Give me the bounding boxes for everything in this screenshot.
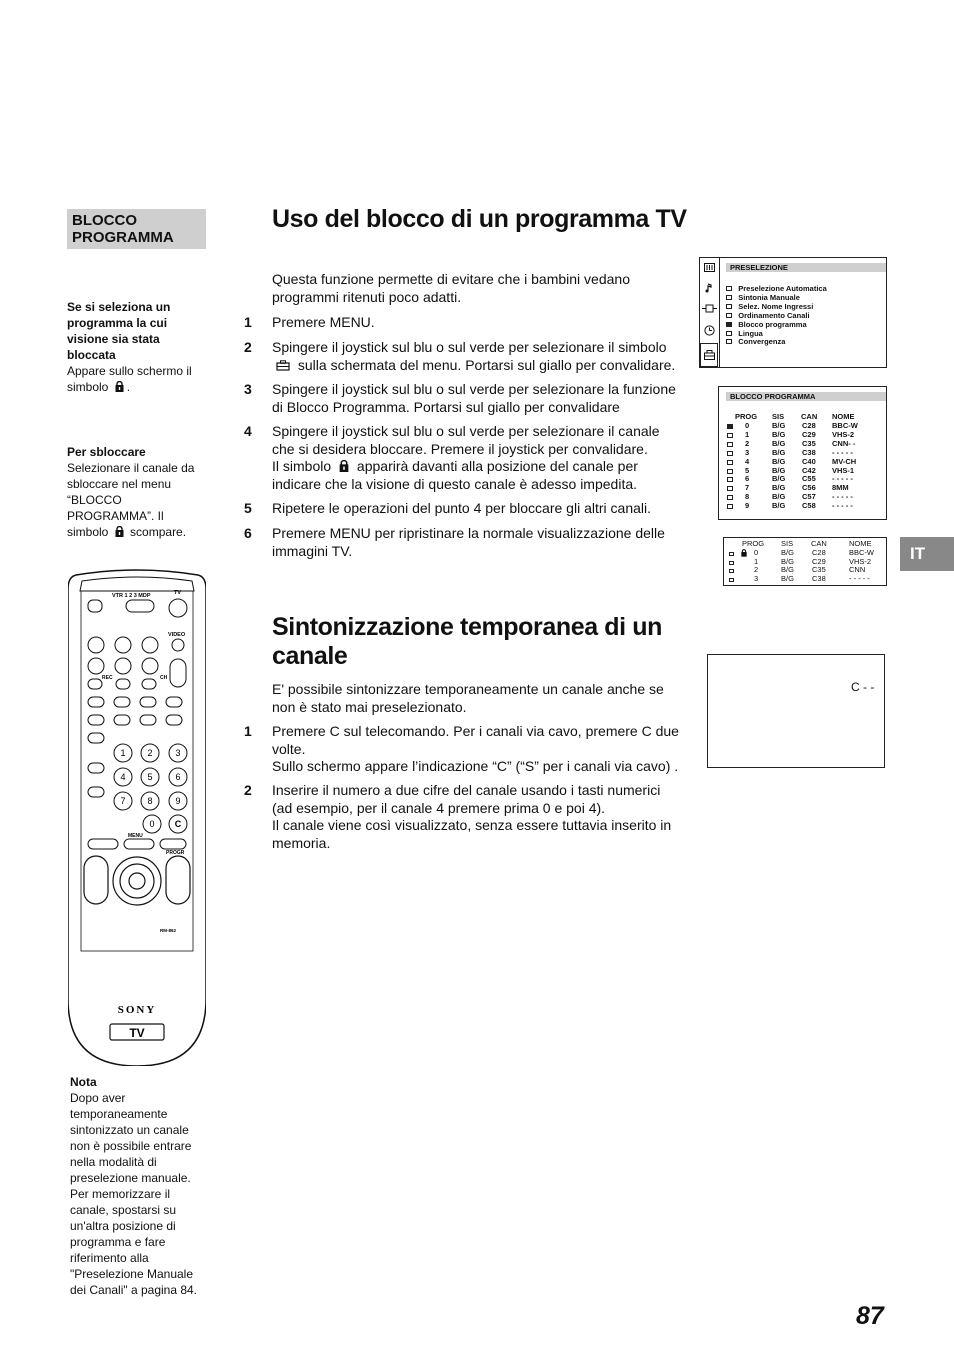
- cell-nome: VHS-2: [849, 556, 872, 566]
- cell-nome: - - - - -: [832, 474, 853, 484]
- locked-note: [67, 299, 207, 395]
- remote-menu-label: MENU: [128, 833, 143, 839]
- cell-nome: BBC-W: [832, 421, 858, 430]
- cell-nome: - - - - -: [849, 573, 870, 583]
- locked-note-end: .: [126, 380, 131, 394]
- cell-nome: CNN: [849, 565, 866, 574]
- row-marker: [727, 424, 733, 429]
- row-marker: [727, 486, 733, 491]
- cell-sis: B/G: [772, 456, 786, 466]
- row-marker: [727, 460, 733, 465]
- menu-item-marker: [726, 313, 732, 318]
- lock-icon: [741, 549, 747, 557]
- cell-prog: 1: [754, 556, 759, 566]
- cell-can: C38: [802, 447, 816, 457]
- input-icon: [702, 304, 717, 313]
- cell-prog: 2: [754, 565, 759, 574]
- col-header-prog: PROG: [742, 539, 765, 548]
- cell-can: C42: [802, 465, 816, 475]
- menu-item-marker: [726, 339, 732, 344]
- remote-key-2: 2: [147, 748, 153, 758]
- col-header-can: CAN: [811, 539, 827, 548]
- cell-nome: - - - - -: [832, 492, 853, 502]
- menu-item-preselezione-automatica[interactable]: Preselezione Automatica: [726, 285, 827, 294]
- cell-sis: B/G: [772, 492, 786, 502]
- screen-locked-list: [723, 537, 887, 586]
- menu-item-blocco-programma[interactable]: Blocco programma: [726, 321, 827, 330]
- cell-can: C40: [802, 456, 816, 466]
- row-marker: [729, 578, 734, 582]
- section-tag: BLOCCO PROGRAMMA: [67, 209, 206, 249]
- menu-item-marker: [726, 304, 732, 309]
- lock-icon: [115, 526, 124, 537]
- cell-prog: 4: [745, 456, 750, 466]
- cell-sis: B/G: [781, 548, 794, 557]
- cell-can: C58: [802, 501, 816, 511]
- remote-key-4: 4: [120, 772, 126, 782]
- cell-can: C55: [802, 474, 816, 484]
- preselezione-menu: [726, 285, 827, 347]
- menu-item-lingua[interactable]: Lingua: [726, 330, 827, 339]
- cell-nome: CNN- -: [832, 438, 856, 448]
- menu-item-sintonia-manuale[interactable]: Sintonia Manuale: [726, 294, 827, 303]
- row-marker: [727, 477, 733, 482]
- lock-icon: [115, 381, 124, 392]
- remote-joystick: [84, 856, 190, 905]
- cell-sis: B/G: [772, 465, 786, 475]
- row-marker: [729, 561, 734, 565]
- row-marker: [727, 451, 733, 456]
- blocco-table: [719, 413, 886, 513]
- row-marker: [729, 552, 734, 556]
- cell-can: C29: [802, 429, 816, 439]
- screen-blocco-title: BLOCCO PROGRAMMA: [726, 392, 886, 401]
- remote-key-5: 5: [147, 772, 153, 782]
- cell-prog: 5: [745, 465, 750, 475]
- remote-key-1: 1: [120, 748, 126, 758]
- cell-can: C35: [802, 438, 816, 448]
- remote-ch-label: CH: [160, 675, 168, 681]
- screen-blocco-programma: [718, 386, 887, 520]
- section2-title: Sintonizzazione temporanea di un canale: [272, 613, 663, 670]
- remote-key-c: C: [174, 819, 182, 829]
- cell-can: C56: [802, 483, 816, 493]
- section1-intro: Questa funzione permette di evitare che i bambini vedano programmi ritenuti poco adatti.: [272, 271, 630, 305]
- remote-key-3: 3: [175, 748, 181, 758]
- unlock-note-title: Per sbloccare: [67, 445, 146, 459]
- preset-icon-highlight: [700, 343, 718, 367]
- cell-prog: 3: [745, 447, 750, 457]
- remote-tv-label: TV: [174, 590, 182, 596]
- screen-temporary-tuning: [707, 654, 885, 768]
- remote-vtr-label: VTR 1 2 3 MDP: [112, 593, 151, 599]
- timer-icon: [704, 325, 715, 336]
- col-header-sis: SIS: [772, 412, 785, 421]
- remote-key-0: 0: [149, 819, 155, 829]
- cell-can: C28: [802, 421, 816, 430]
- remote-tv-badge: TV: [129, 1026, 145, 1040]
- cell-can: C57: [802, 492, 816, 502]
- cell-sis: B/G: [772, 429, 786, 439]
- cell-prog: 7: [745, 483, 750, 493]
- cell-nome: MV-CH: [832, 456, 857, 466]
- cell-prog: 1: [745, 429, 750, 439]
- unlock-note-end: scompare.: [130, 525, 187, 539]
- menu-item-marker: [726, 295, 732, 300]
- cell-sis: B/G: [772, 438, 786, 448]
- lock-icon: [339, 460, 349, 472]
- cell-can: C29: [812, 556, 826, 566]
- table-row[interactable]: [724, 575, 886, 584]
- unlock-note-text: Selezionare il canale da sbloccare nel menu “BLOCCO PROGRAMMA”. Il simbolo: [67, 461, 195, 539]
- cell-can: C28: [812, 548, 826, 557]
- remote-rec-label: REC: [102, 675, 113, 681]
- menu-item-marker: [726, 331, 732, 336]
- locked-note-text: Appare sullo schermo il simbolo: [67, 364, 192, 394]
- cell-prog: 6: [745, 474, 750, 484]
- cell-sis: B/G: [772, 421, 786, 430]
- row-marker: [729, 569, 734, 573]
- remote-model-label: RM-862: [160, 928, 177, 933]
- screen-preselezione: [699, 257, 887, 368]
- menu-item-selez-nome-ingressi[interactable]: Selez. Nome Ingressi: [726, 303, 827, 312]
- cell-nome: - - - - -: [832, 447, 853, 457]
- remote-video-label: VIDEO: [168, 632, 186, 638]
- cell-sis: B/G: [772, 501, 786, 511]
- row-marker: [727, 504, 733, 509]
- cell-sis: B/G: [781, 565, 794, 574]
- cell-sis: B/G: [772, 474, 786, 484]
- screen-icon-column: [700, 258, 720, 367]
- remote-key-8: 8: [147, 796, 153, 806]
- cell-nome: BBC-W: [849, 548, 874, 557]
- note-text: Dopo aver temporaneamente sintonizzato un canale non è possibile entrare nella modalità di preselezione manuale. Per memorizzare il canale, spostarsi su un'altra posizione di programma e fare riferimento alla "Preselezione Manuale dei Canali" a pagina 84.: [70, 1091, 198, 1297]
- cell-prog: 2: [745, 438, 750, 448]
- locked-table: [724, 540, 886, 584]
- preset-icon: [704, 350, 715, 360]
- remote-key-7: 7: [120, 796, 126, 806]
- remote-key-6: 6: [175, 772, 181, 782]
- menu-item-marker: [726, 286, 732, 291]
- remote-key-9: 9: [175, 796, 181, 806]
- cell-sis: B/G: [781, 556, 794, 566]
- remote-brand-logo: SONY: [117, 1004, 157, 1016]
- cell-prog: 0: [745, 421, 750, 430]
- language-tab: IT: [900, 537, 954, 571]
- page-number: 87: [856, 1302, 884, 1330]
- screen-preselezione-title: PRESELEZIONE: [726, 263, 886, 272]
- cell-can: C38: [812, 573, 826, 583]
- cell-prog: 8: [745, 492, 750, 502]
- remote-control-illustration: [68, 569, 206, 1066]
- cell-nome: 8MM: [832, 483, 849, 493]
- cell-nome: - - - - -: [832, 501, 853, 511]
- col-header-nome: NOME: [832, 412, 855, 421]
- row-marker: [727, 442, 733, 447]
- menu-item-ordinamento-canali[interactable]: Ordinamento Canali: [726, 312, 827, 321]
- row-marker: [727, 469, 733, 474]
- remote-progr-label: PROGR: [166, 850, 185, 856]
- picture-icon: [704, 263, 715, 272]
- col-header-nome: NOME: [849, 539, 872, 548]
- locked-note-title: Se si seleziona un programma la cui visione sia stata bloccata: [67, 300, 171, 362]
- section2-intro: E' possibile sintonizzare temporaneamente un canale anche se non è stato mai preselezionato.: [272, 681, 664, 715]
- cell-can: C35: [812, 565, 826, 574]
- channel-display: C - -: [851, 680, 875, 694]
- cell-sis: B/G: [772, 483, 786, 493]
- cell-prog: 3: [754, 573, 759, 583]
- cell-nome: VHS-1: [832, 465, 855, 475]
- cell-sis: B/G: [781, 573, 794, 583]
- note-title: Nota: [70, 1075, 97, 1089]
- menu-item-convergenza[interactable]: Convergenza: [726, 338, 827, 347]
- col-header-sis: SIS: [781, 539, 794, 548]
- cell-nome: VHS-2: [832, 429, 855, 439]
- cell-prog: 0: [754, 548, 759, 557]
- preset-icon: [276, 360, 290, 371]
- col-header-prog: PROG: [735, 412, 758, 421]
- sound-icon: [705, 283, 713, 293]
- col-header-can: CAN: [801, 412, 818, 421]
- unlock-note: [67, 444, 207, 540]
- menu-item-marker-selected: [726, 322, 732, 327]
- row-marker: [727, 433, 733, 438]
- note-box: [70, 1074, 205, 1298]
- table-row[interactable]: [719, 502, 886, 511]
- cell-prog: 9: [745, 501, 750, 511]
- section1-title: Uso del blocco di un programma TV: [272, 205, 687, 233]
- row-marker: [727, 495, 733, 500]
- cell-sis: B/G: [772, 447, 786, 457]
